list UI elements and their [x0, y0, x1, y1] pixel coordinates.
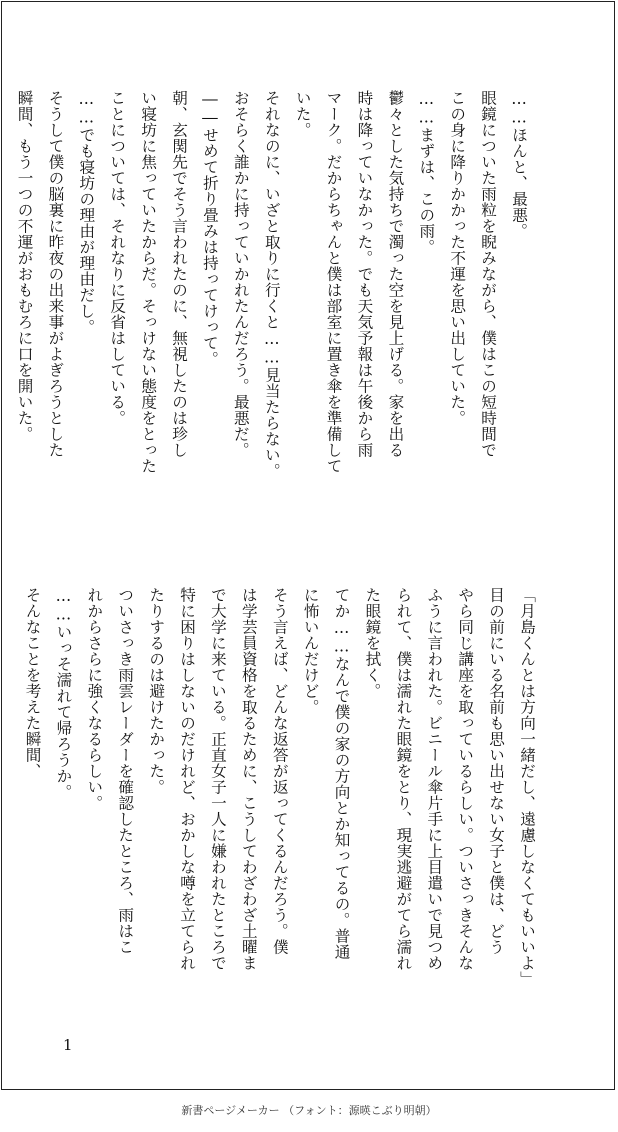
page-number: 1	[63, 1036, 73, 1054]
manuscript-page	[1, 1, 615, 1090]
text-block-upper: ……ほんと、最悪。 眼鏡についた雨粒を睨みながら、僕はこの短時間で この身に降りかかった不運を思い出していた。 ……まずは、この雨。 鬱々とした気持ちで濁った空を見上げる。家を出る 時は降っていなかった。でも天気予報は午後から雨 マーク。だからちゃんと僕は部室に置き傘を準備して いた。 それなのに、いざと取りに行くと……見当たらない。 おそらく誰かに持っていかれたんだろう。最悪だ。 ――せめて折り畳みは持ってけって。 朝、玄関先でそう言われたのに、無視したのは珍し い寝坊に焦っていたからだ。そっけない態度をとった ことについては、それなりに反省はしている。 ……でも寝坊の理由が理由だし。 そうして僕の脳裏に昨夜の出来事がよぎろうとした 瞬間、もう一つの不運がおもむろに口を開いた。	[15, 90, 528, 479]
text-block-lower: 「月島くんとは方向一緒だし、遠慮しなくてもいいよ」 目の前にいる名前も思い出せない女子と僕は、どう やら同じ講座を取っているらしい。ついさっきそんな ふうに言われた。ビニール傘片手に上目遣いで見つめ られて、僕は濡れた眼鏡をとり、現実逃避がてら濡れ た眼鏡を拭く。 てか……なんで僕の家の方向とか知ってるの。普通 に怖いんだけど。 そう言えば、どんな返答が返ってくるんだろう。僕 は学芸員資格を取るために、こうしてわざわざ土曜ま で大学に来ている。正直女子一人に嫌われたところで 特に困りはしないのだけれど、おかしな噂を立てられ たりするのは避けたかった。 ついさっき雨雲レーダーを確認したところ、雨はこ れからさらに強くなるらしい。 ……いっそ濡れて帰ろうか。 そんなことを考えた瞬間、	[23, 587, 536, 987]
footer-caption: 新書ページメーカー （フォント：源暎こぶり明朝）	[181, 1104, 437, 1117]
